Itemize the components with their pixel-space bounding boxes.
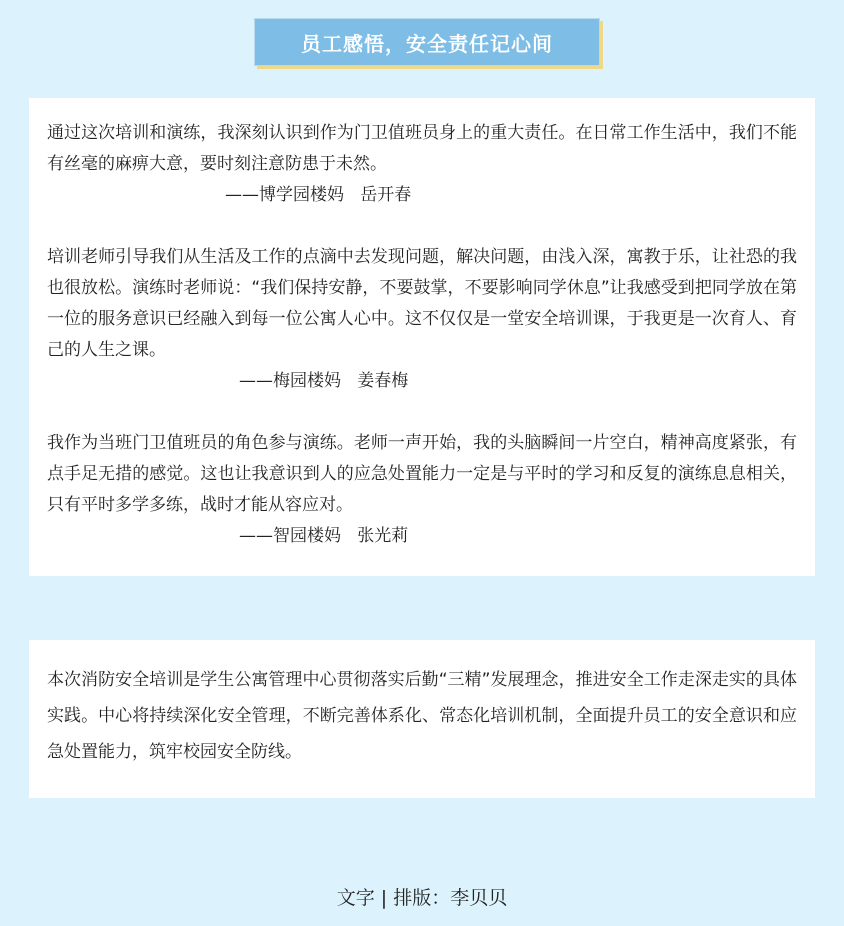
credits-footer: 文字 | 排版：李贝贝 — [336, 887, 508, 909]
reflection-text: 培训老师引导我们从生活及工作的点滴中去发现问题，解决问题，由浅入深，寓教于乐，让社恐的我也很放松。演练时老师说：“我们保持安静，不要鼓掌，不要影响同学休息”让我感受到把同学放在第一位的服务意识已经融入到每一位公寓人心中。这不仅仅是一堂安全培训课，于我更是一次育人、育己的人生之课。 — [47, 247, 797, 360]
reflections-card — [29, 98, 815, 576]
section-title-badge — [254, 18, 600, 66]
reflection-text: 通过这次培训和演练，我深刻认识到作为门卫值班员身上的重大责任。在日常工作生活中，我们不能有丝毫的麻痹大意，要时刻注意防患于未然。 — [47, 123, 797, 174]
reflection-signature: ——博学园楼妈 岳开春 — [225, 185, 412, 205]
paragraph-gap — [47, 397, 797, 428]
summary-text: 本次消防安全培训是学生公寓管理中心贯彻落实后勤“三精”发展理念，推进安全工作走深走实的具体实践。中心将持续深化安全管理，不断完善体系化、常态化培训机制，全面提升员工的安全意识和应急处置能力，筑牢校园安全防线。 — [47, 670, 797, 762]
summary-card — [29, 640, 815, 798]
section-title: 员工感悟，安全责任记心间 — [301, 31, 553, 56]
reflection-signature: ——梅园楼妈 姜春梅 — [239, 371, 409, 391]
reflection-text: 我作为当班门卫值班员的角色参与演练。老师一声开始，我的头脑瞬间一片空白，精神高度紧张，有点手足无措的感觉。这也让我意识到人的应急处置能力一定是与平时的学习和反复的演练息息相关，只有平时多学多练，战时才能从容应对。 — [47, 433, 797, 515]
reflection-signature: ——智园楼妈 张光莉 — [239, 526, 409, 546]
paragraph-gap — [47, 211, 797, 242]
